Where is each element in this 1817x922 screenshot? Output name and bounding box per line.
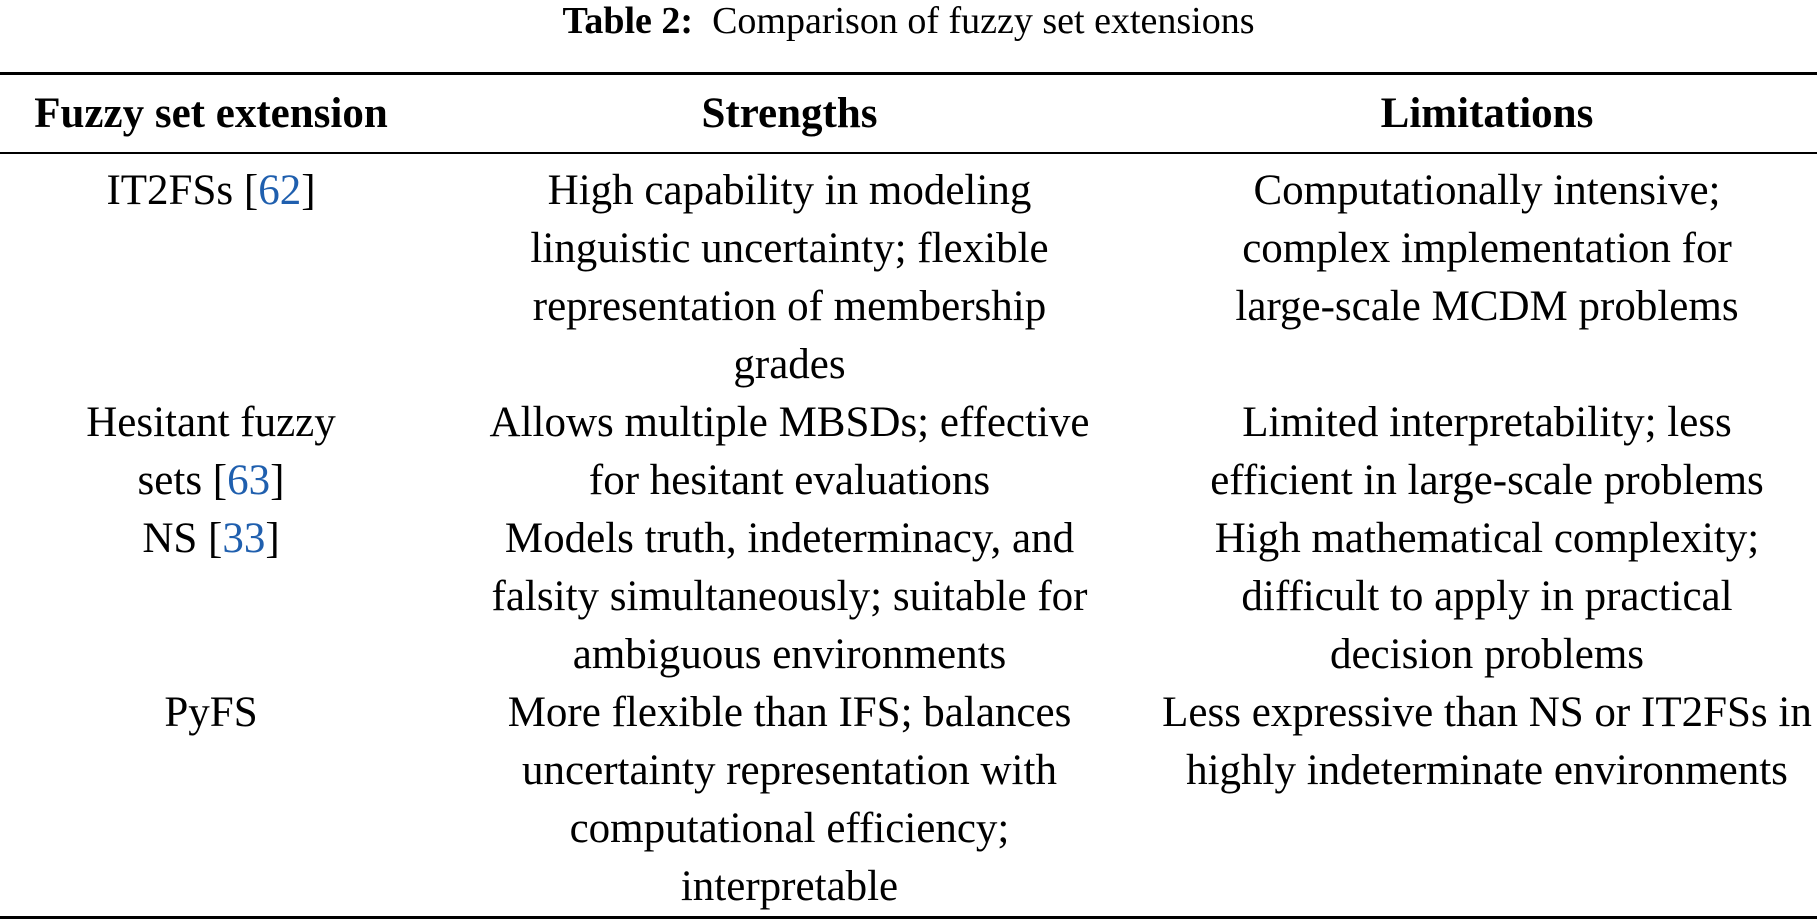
citation-link[interactable]: 33 bbox=[222, 515, 266, 562]
citation-link[interactable]: 62 bbox=[258, 167, 302, 214]
table-row bbox=[0, 510, 1817, 684]
table-row bbox=[0, 153, 1817, 394]
table-header-row bbox=[0, 74, 1817, 154]
extension-name: Hesitant fuzzy sets bbox=[86, 399, 336, 504]
column-header-strengths: Strengths bbox=[701, 90, 878, 137]
extension-cell: Hesitant fuzzy sets [63] bbox=[86, 399, 336, 504]
limitations-cell: Computationally intensive; complex implementation for large-scale MCDM problems bbox=[1235, 167, 1739, 330]
citation-link[interactable]: 63 bbox=[227, 457, 271, 504]
extension-name: NS bbox=[142, 515, 198, 562]
column-header-extension: Fuzzy set extension bbox=[34, 90, 388, 137]
comparison-table bbox=[0, 72, 1817, 919]
strengths-cell: High capability in modeling linguistic uncertainty; flexible representation of membership grades bbox=[530, 167, 1049, 388]
extension-name: IT2FSs bbox=[106, 167, 234, 214]
strengths-cell: Allows multiple MBSDs; effective for hesitant evaluations bbox=[489, 399, 1090, 504]
column-header-limitations: Limitations bbox=[1380, 90, 1594, 137]
caption-label: Table 2: bbox=[562, 0, 694, 42]
limitations-cell: High mathematical complexity; difficult to apply in practical decision problems bbox=[1214, 515, 1760, 678]
strengths-cell: More flexible than IFS; balances uncertainty representation with computational efficiency; interpretable bbox=[507, 689, 1072, 910]
table-row bbox=[0, 394, 1817, 510]
caption-text: Comparison of fuzzy set extensions bbox=[712, 0, 1255, 42]
extension-cell: IT2FSs [62] bbox=[106, 167, 316, 214]
extension-cell: NS [33] bbox=[142, 515, 280, 562]
table-caption bbox=[0, 0, 1817, 42]
extension-cell: PyFS bbox=[164, 689, 258, 736]
limitations-cell: Limited interpretability; less efficient in large-scale problems bbox=[1210, 399, 1764, 504]
table-row bbox=[0, 684, 1817, 918]
limitations-cell: Less expressive than NS or IT2FSs in highly indeterminate environments bbox=[1162, 689, 1812, 794]
strengths-cell: Models truth, indeterminacy, and falsity simultaneously; suitable for ambiguous environments bbox=[491, 515, 1088, 678]
